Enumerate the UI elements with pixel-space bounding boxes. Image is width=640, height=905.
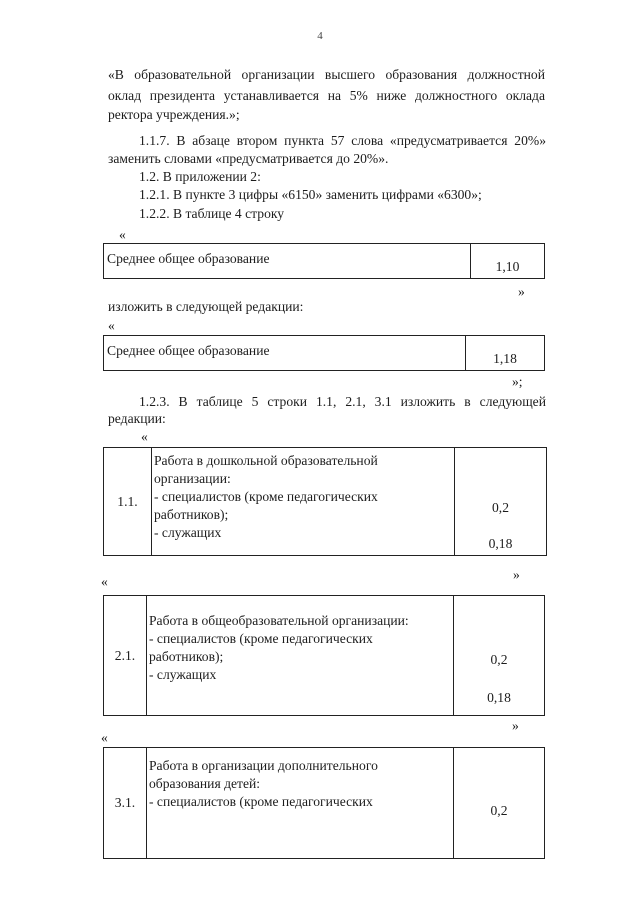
- description-line: Работа в организации дополнительного: [149, 758, 378, 773]
- quote-open: «: [101, 730, 108, 745]
- quote-open: «: [141, 429, 148, 444]
- paragraph-clause-1-2-1: 1.2.1. В пункте 3 цифры «6150» заменить цифрами «6300»;: [139, 187, 482, 202]
- table-cell-row-number: 3.1.: [104, 748, 147, 859]
- table-cell-description: [152, 448, 455, 556]
- description-line: образования детей:: [149, 776, 261, 791]
- value-employees: 0,18: [487, 690, 511, 705]
- paragraph-clause-1-2-2: 1.2.2. В таблице 4 строку: [139, 206, 285, 221]
- table-cell-name: Среднее общее образование: [104, 244, 471, 279]
- value-specialists: 0,2: [490, 652, 508, 667]
- table-cell-description: [147, 748, 454, 859]
- description-line: - специалистов (кроме педагогических: [154, 489, 378, 504]
- quote-open: «: [101, 574, 108, 589]
- table-5-row-2-1: [103, 595, 545, 716]
- table-cell-value: 1,18: [466, 336, 545, 371]
- value-specialists: 0,2: [492, 500, 509, 515]
- quote-close: »: [518, 284, 525, 299]
- table-cell-values: [454, 596, 545, 716]
- paragraph-clause-1-1-7-line-1: 1.1.7. В абзаце втором пункта 57 слова «предусматривается 20%»: [139, 133, 546, 148]
- paragraph-president-salary-line-1: «В образовательной организации высшего образования должностной: [108, 67, 545, 82]
- page-number: 4: [317, 30, 323, 42]
- paragraph-clause-1-2-3-line-1: 1.2.3. В таблице 5 строки 1.1, 2.1, 3.1 изложить в следующей: [139, 394, 546, 409]
- paragraph-clause-1-2-3-line-2: редакции:: [108, 411, 166, 426]
- table-5-row-1-1: [103, 447, 547, 556]
- description-line: Работа в общеобразовательной организации:: [149, 613, 409, 628]
- paragraph-new-edition: изложить в следующей редакции:: [108, 299, 304, 314]
- quote-close: »: [512, 718, 519, 733]
- value-employees: 0,18: [488, 536, 513, 551]
- table-4-new-row: [103, 335, 545, 371]
- quote-open: «: [108, 318, 115, 333]
- paragraph-president-salary-line-3: ректора учреждения.»;: [108, 107, 240, 122]
- table-cell-row-number: 2.1.: [104, 596, 147, 716]
- quote-close-semicolon: »;: [512, 374, 523, 389]
- table-cell-description: [147, 596, 454, 716]
- description-line: - служащих: [149, 667, 217, 682]
- table-cell-name: Среднее общее образование: [104, 336, 466, 371]
- value-specialists: 0,2: [490, 803, 508, 818]
- table-5-row-3-1: [103, 747, 545, 859]
- table-4-old-row: [103, 243, 545, 279]
- description-line: Работа в дошкольной образовательной: [154, 453, 378, 468]
- table-cell-values: [455, 448, 547, 556]
- description-line: работников);: [154, 507, 229, 522]
- quote-close: »: [513, 567, 520, 582]
- paragraph-president-salary-line-2: оклад президента устанавливается на 5% ниже должностного оклада: [108, 88, 545, 103]
- table-cell-row-number: 1.1.: [104, 448, 152, 556]
- description-line: работников);: [149, 649, 224, 664]
- paragraph-clause-1-1-7-line-2: заменить словами «предусматривается до 20%».: [108, 151, 389, 166]
- table-cell-value: 1,10: [471, 244, 545, 279]
- description-line: организации:: [154, 471, 231, 486]
- description-line: - специалистов (кроме педагогических: [149, 631, 373, 646]
- paragraph-clause-1-2: 1.2. В приложении 2:: [139, 169, 261, 184]
- description-line: - специалистов (кроме педагогических: [149, 794, 373, 809]
- description-line: - служащих: [154, 525, 222, 540]
- quote-open: «: [119, 227, 126, 242]
- table-cell-values: [454, 748, 545, 859]
